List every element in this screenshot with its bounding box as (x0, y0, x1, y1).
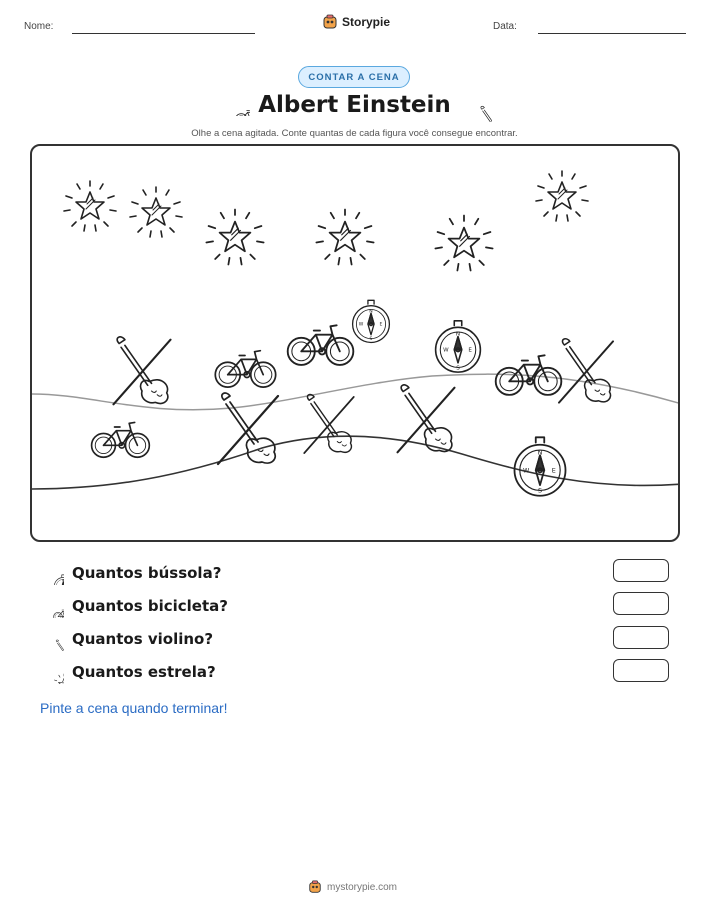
compass-icon (40, 561, 64, 585)
footer-url[interactable]: mystorypie.com (327, 881, 398, 893)
question-text: Quantos estrela? (72, 663, 216, 681)
counting-scene[interactable] (30, 144, 680, 542)
brand-name: Storypie (342, 15, 391, 29)
star-icon (64, 181, 116, 231)
compass-icon (515, 437, 566, 495)
violin-icon (398, 385, 455, 452)
finish-instruction: Pinte a cena quando terminar! (40, 700, 228, 716)
compass-icon (353, 300, 390, 342)
violin-icon (304, 395, 354, 454)
hill-line-back (32, 374, 680, 410)
violin-icon (218, 393, 278, 464)
question-compass (40, 561, 221, 585)
question-text: Quantos violino? (72, 630, 214, 648)
answer-box-compass[interactable] (613, 559, 669, 582)
violin-icon (114, 337, 171, 404)
star-icon (316, 210, 373, 265)
answer-box-violin[interactable] (613, 626, 669, 649)
activity-badge: CONTAR A CENA (298, 66, 410, 88)
star-icon (130, 187, 182, 237)
storypie-mascot-icon (308, 880, 322, 894)
violin-icon (559, 339, 613, 403)
page-title: Albert Einstein (258, 92, 451, 118)
scene-drawing (32, 146, 680, 542)
answer-box-bicycle[interactable] (613, 592, 669, 615)
star-icon (40, 660, 64, 684)
answer-box-star[interactable] (613, 659, 669, 682)
name-line[interactable] (72, 33, 255, 34)
question-star (40, 660, 216, 684)
instructions: Olhe a cena agitada. Conte quantas de cada figura você consegue encontrar. (191, 128, 518, 139)
date-line[interactable] (538, 33, 686, 34)
brand-logo (322, 14, 390, 30)
bicycle-icon (215, 351, 275, 387)
name-label: Nome: (24, 21, 54, 32)
bicycle-icon (92, 422, 150, 457)
star-icon (435, 216, 492, 271)
storypie-mascot-icon (322, 14, 338, 30)
question-bicycle (40, 594, 228, 618)
question-violin (40, 627, 213, 651)
question-text: Quantos bússola? (72, 564, 222, 582)
date-label: Data: (493, 21, 517, 32)
question-text: Quantos bicicleta? (72, 597, 228, 615)
violin-icon (458, 88, 492, 122)
star-icon (206, 210, 263, 265)
compass-icon (436, 321, 481, 372)
violin-icon (40, 627, 64, 651)
bicycle-icon (40, 594, 64, 618)
star-icon (536, 171, 588, 221)
bicycle-icon (288, 325, 354, 365)
footer (308, 880, 397, 894)
